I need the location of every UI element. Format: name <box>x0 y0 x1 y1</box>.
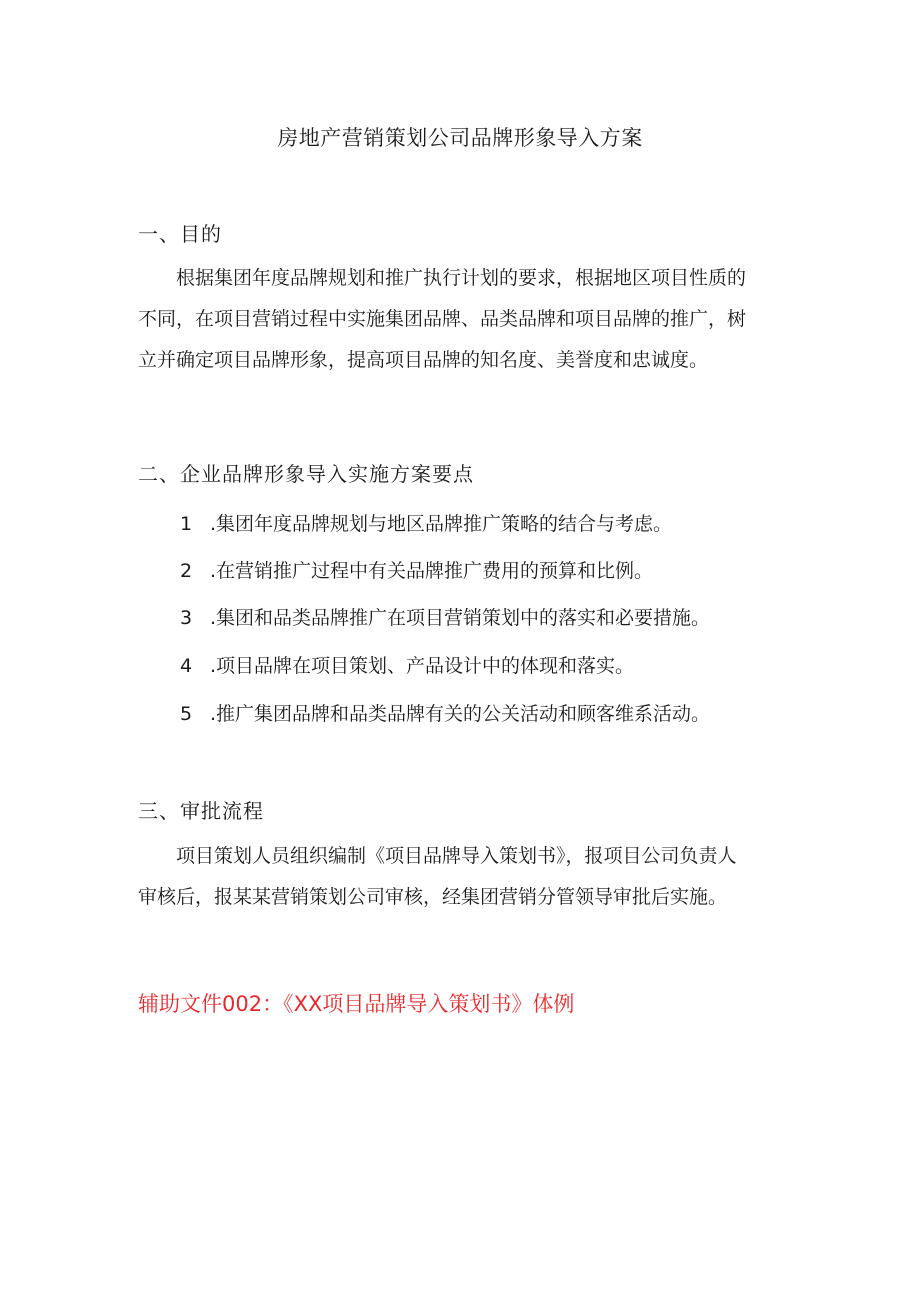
section-heading-key-points: 二、企业品牌形象导入实施方案要点 <box>138 462 474 486</box>
list-item <box>180 603 710 630</box>
section-paragraph-approval <box>138 836 786 918</box>
list-item-text: .项目品牌在项目策划、产品设计中的体现和落实。 <box>210 655 635 677</box>
list-item <box>180 509 672 536</box>
paragraph-line: 项目策划人员组织编制《项目品牌导入策划书》，报项目公司负责人 <box>138 845 737 867</box>
list-item <box>180 699 710 726</box>
section-paragraph-purpose <box>138 258 786 381</box>
document-title: 房地产营销策划公司品牌形象导入方案 <box>277 126 643 150</box>
list-item-number: 3 <box>180 607 193 629</box>
list-item-text: .集团和品类品牌推广在项目营销策划中的落实和必要措施。 <box>210 607 711 629</box>
list-item <box>180 651 634 678</box>
paragraph-line: 根据集团年度品牌规划和推广执行计划的要求，根据地区项目性质的 <box>138 267 747 289</box>
list-item-number: 1 <box>180 513 193 535</box>
section-heading-purpose: 一、目的 <box>138 222 222 246</box>
section-heading-approval-process: 三、审批流程 <box>138 799 264 823</box>
paragraph-line: 审核后，报某某营销策划公司审核，经集团营销分管领导审批后实施。 <box>138 886 728 908</box>
list-item-number: 4 <box>180 655 193 677</box>
list-item <box>180 556 653 583</box>
list-item-text: .集团年度品牌规划与地区品牌推广策略的结合与考虑。 <box>210 513 673 535</box>
list-item-text: .推广集团品牌和品类品牌有关的公关活动和顾客维系活动。 <box>210 703 711 725</box>
list-item-text: .在营销推广过程中有关品牌推广费用的预算和比例。 <box>210 560 654 582</box>
list-item-number: 2 <box>180 560 193 582</box>
paragraph-line: 立并确定项目品牌形象，提高项目品牌的知名度、美誉度和忠诚度。 <box>138 349 709 371</box>
appendix-reference: 辅助文件002：《XX项目品牌导入策划书》体例 <box>138 992 575 1016</box>
paragraph-line: 不同，在项目营销过程中实施集团品牌、品类品牌和项目品牌的推广，树 <box>138 308 747 330</box>
list-item-number: 5 <box>180 703 193 725</box>
